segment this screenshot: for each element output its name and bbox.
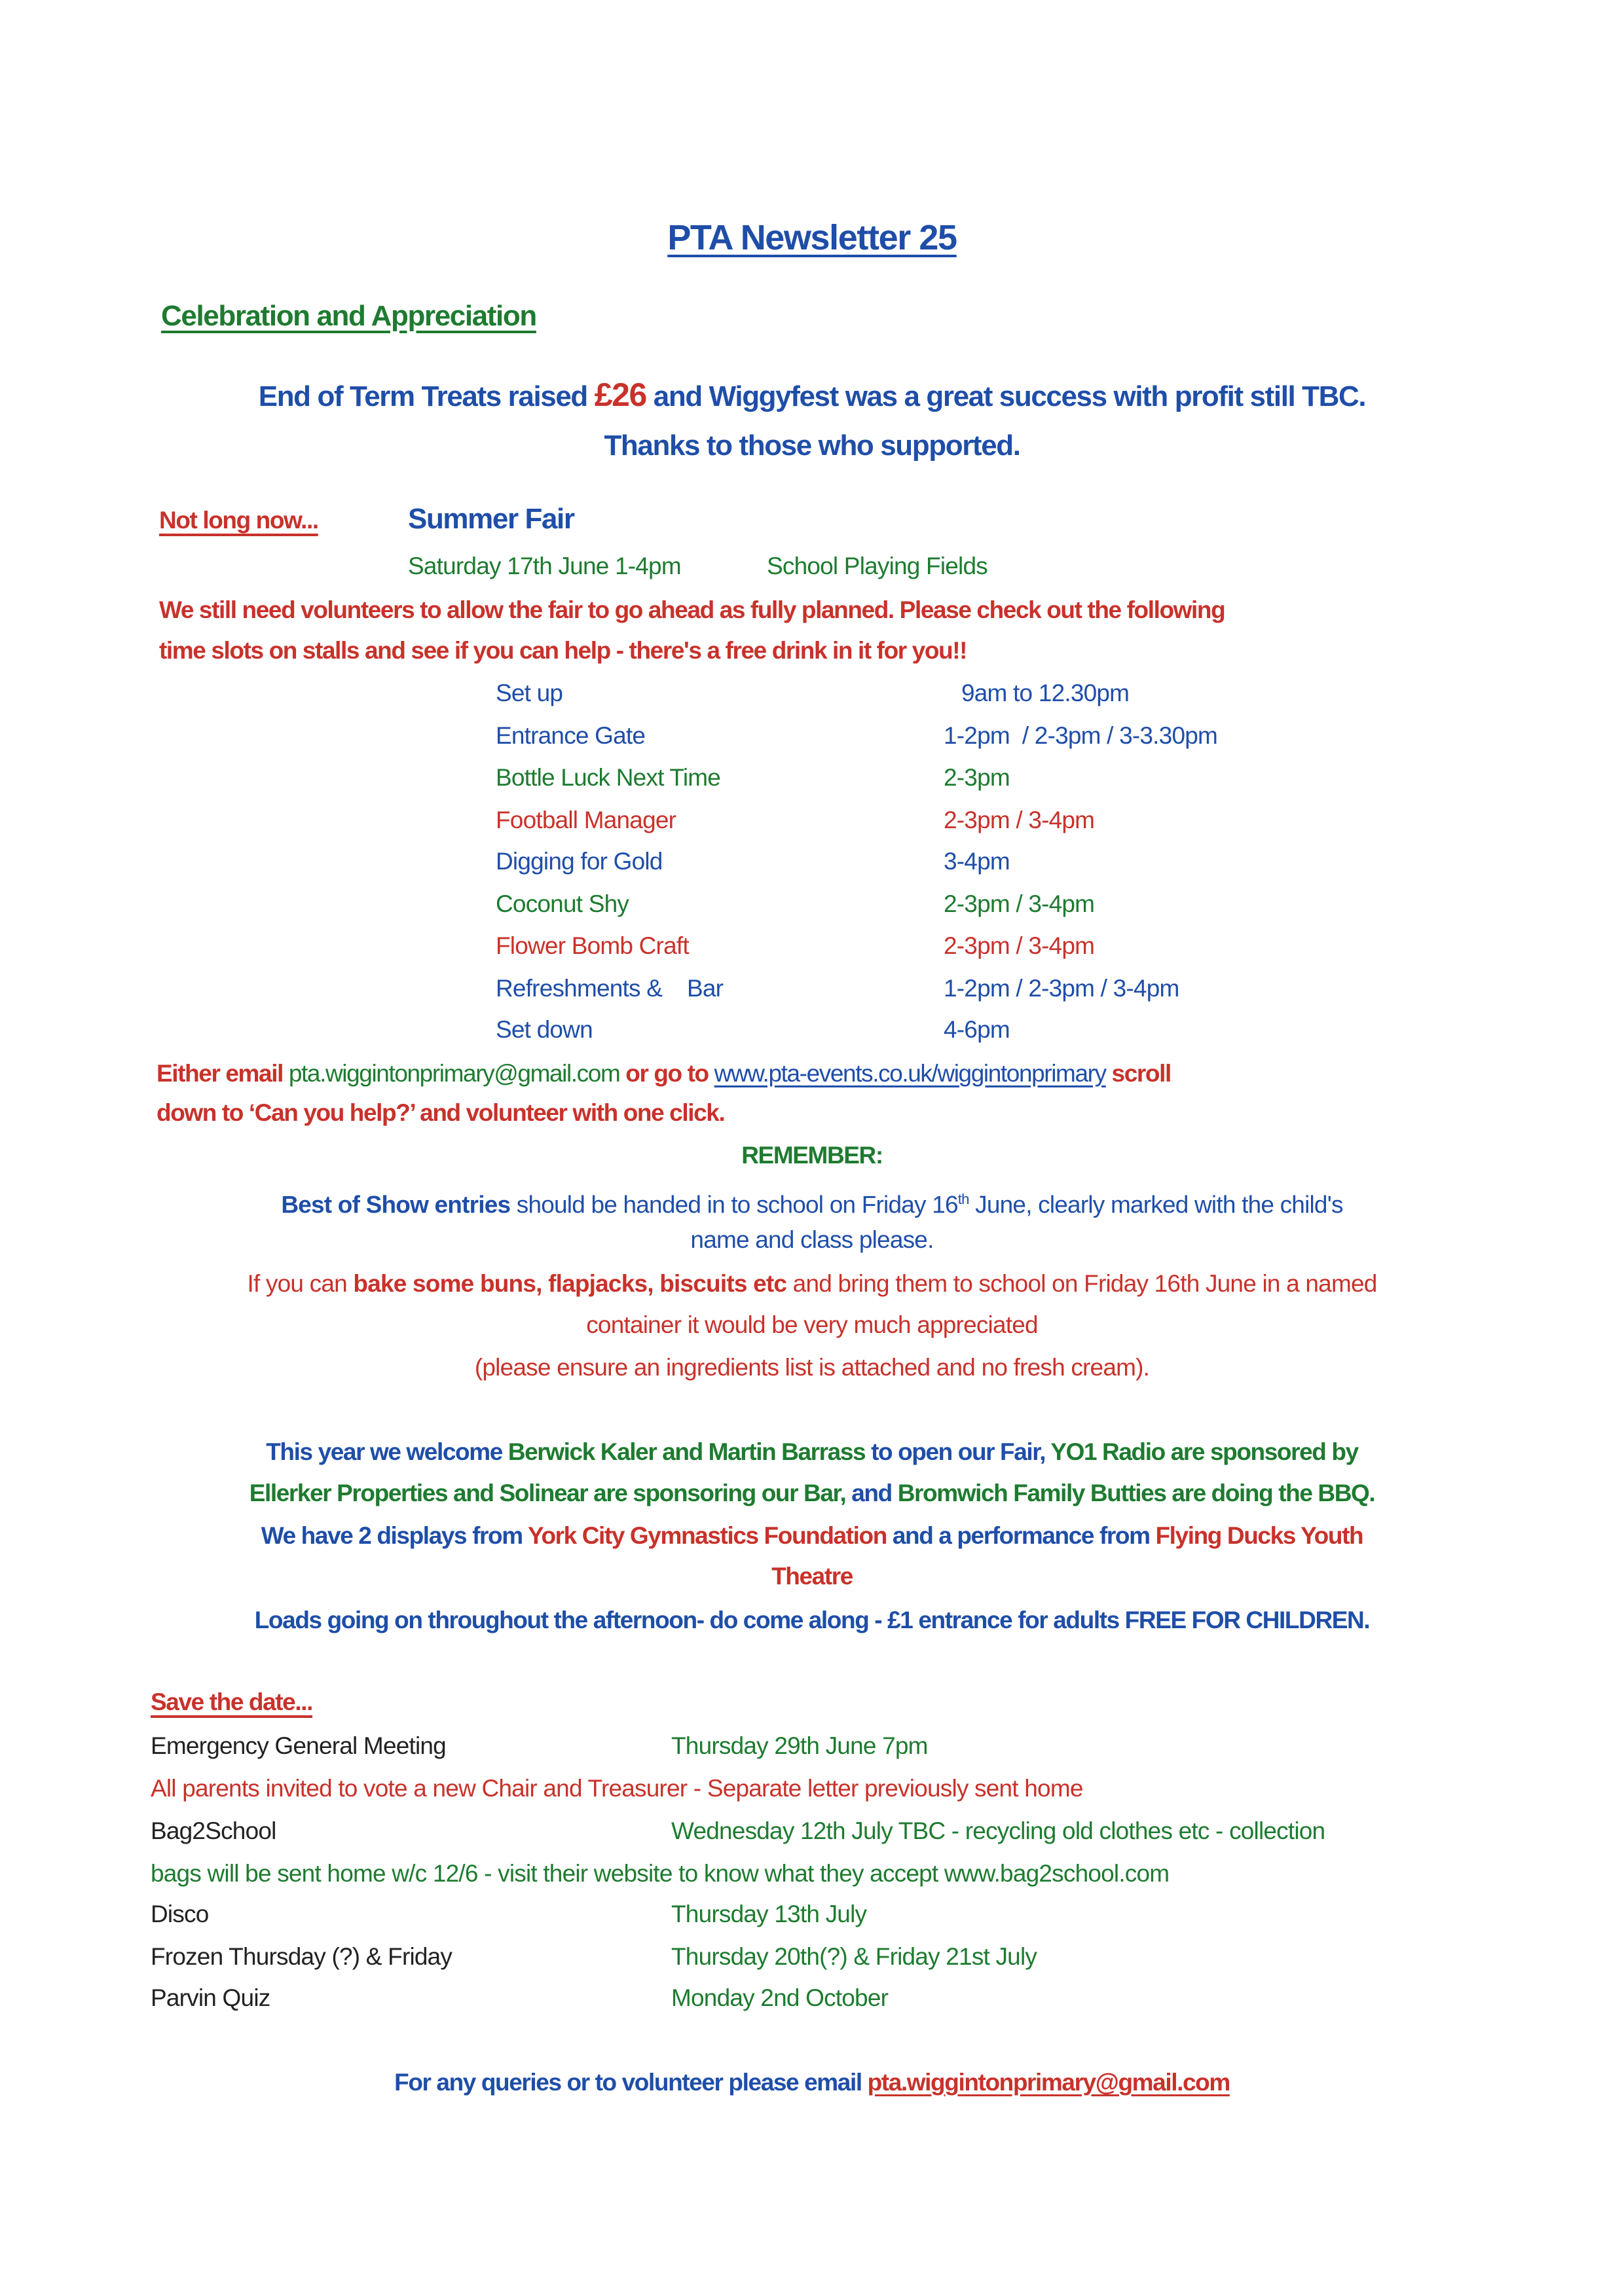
guests-line-4: Theatre — [771, 1563, 853, 1590]
slot-stall: Set up — [496, 680, 563, 706]
footer-line — [0, 2066, 1624, 2099]
best-sup: th — [957, 1191, 969, 1207]
bake-line-1 — [0, 1267, 1624, 1300]
slot-times: 1-2pm / 2-3pm / 3-4pm — [944, 975, 1179, 1002]
summer-fair-heading: Summer Fair — [408, 503, 574, 535]
remember-heading: REMEMBER: — [741, 1142, 883, 1169]
bake-text: If you can — [247, 1270, 354, 1297]
footer-text: For any queries or to volunteer please email — [394, 2069, 868, 2096]
contact-text: or go to — [619, 1060, 714, 1087]
contact-text: Either email — [157, 1060, 289, 1087]
slot-times: 2-3pm / 3-4pm — [944, 807, 1095, 833]
slot-times: 2-3pm — [944, 764, 1010, 791]
slot-times: 9am to 12.30pm — [961, 680, 1130, 706]
slot-stall: Flower Bomb Craft — [496, 932, 689, 959]
theatre-name: Flying Ducks Youth — [1155, 1522, 1363, 1549]
slot-times: 3-4pm — [944, 848, 1010, 875]
celebration-line-1 — [0, 378, 1624, 413]
event-name: Emergency General Meeting — [151, 1732, 446, 1759]
slot-stall: Bottle Luck Next Time — [496, 764, 721, 791]
best-of-show-bold: Best of Show entries — [281, 1191, 511, 1218]
event-date: Thursday 13th July — [671, 1901, 867, 1927]
bake-text: and bring them to school on Friday 16th June in a named — [786, 1270, 1377, 1297]
slot-times: 1-2pm / 2-3pm / 3-3.30pm — [944, 722, 1218, 749]
guests-text: We have 2 displays from — [261, 1522, 528, 1549]
best-text: June, clearly marked with the child's — [969, 1191, 1343, 1218]
contact-text: scroll — [1105, 1060, 1171, 1087]
slot-stall: Coconut Shy — [496, 890, 629, 917]
bake-bold: bake some buns, flapjacks, biscuits etc — [353, 1270, 787, 1297]
contact-line-2: down to ‘Can you help?’ and volunteer with one click. — [157, 1099, 725, 1126]
slot-times: 2-3pm / 3-4pm — [944, 932, 1095, 959]
contact-email-link[interactable]: pta.wiggintonprimary@gmail.com — [288, 1060, 620, 1087]
guests-line-2 — [0, 1477, 1624, 1510]
not-long-now-tag: Not long now... — [159, 507, 318, 534]
guests-text: to open our Fair, — [865, 1438, 1051, 1465]
pta-events-link[interactable]: www.pta-events.co.uk/wiggintonprimary — [714, 1060, 1106, 1087]
slot-stall: Set down — [496, 1016, 593, 1043]
slot-stall: Football Manager — [496, 807, 676, 833]
bake-line-2: container it would be very much appreciated — [586, 1311, 1038, 1338]
slot-stall: Digging for Gold — [496, 848, 663, 875]
slot-times: 4-6pm — [944, 1016, 1010, 1043]
event-date: Monday 2nd October — [671, 1984, 889, 2011]
celebration-text: End of Term Treats raised — [258, 380, 595, 412]
event-date: Thursday 20th(?) & Friday 21st July — [671, 1943, 1037, 1970]
gymnastics-name: York City Gymnastics Foundation — [527, 1522, 887, 1549]
slot-times: 2-3pm / 3-4pm — [944, 890, 1095, 917]
celebration-text: and Wiggyfest was a great success with profit still TBC. — [646, 380, 1366, 412]
guests-text: and — [851, 1480, 898, 1506]
best-text: should be handed in to school on Friday 16 — [510, 1191, 958, 1218]
celebration-heading: Celebration and Appreciation — [161, 300, 536, 332]
guests-line-3 — [0, 1520, 1624, 1552]
best-of-show-line-2: name and class please. — [690, 1226, 934, 1253]
guests-line-5: Loads going on throughout the afternoon- do come along - £1 entrance for adults FREE FOR CHILDREN. — [254, 1607, 1370, 1633]
guests-line-1 — [0, 1436, 1624, 1468]
event-name: Frozen Thursday (?) & Friday — [151, 1943, 452, 1970]
best-of-show-line-1 — [0, 1183, 1624, 1221]
fair-date: Saturday 17th June 1-4pm — [408, 553, 681, 579]
sponsor-text: Ellerker Properties and Solinear are sponsoring our Bar, — [249, 1480, 852, 1506]
event-note: bags will be sent home w/c 12/6 - visit their website to know what they accept www.bag2school.com — [151, 1860, 1170, 1887]
contact-line-1 — [157, 1057, 1171, 1090]
amount-raised: £26 — [594, 376, 646, 413]
save-the-date-heading: Save the date... — [151, 1688, 312, 1715]
event-name: Parvin Quiz — [151, 1984, 270, 2011]
footer-email-link[interactable]: pta.wiggintonprimary@gmail.com — [867, 2069, 1230, 2096]
fair-venue: School Playing Fields — [767, 553, 987, 579]
event-date: Wednesday 12th July TBC - recycling old clothes etc - collection — [671, 1817, 1325, 1844]
bake-line-3: (please ensure an ingredients list is attached and no fresh cream). — [474, 1354, 1150, 1381]
celebration-line-2: Thanks to those who supported. — [604, 429, 1020, 462]
guests-text: This year we welcome — [266, 1438, 508, 1465]
guests-text: and a performance from — [886, 1522, 1156, 1549]
event-date: Thursday 29th June 7pm — [671, 1732, 928, 1759]
event-note: All parents invited to vote a new Chair and Treasurer - Separate letter previously sent home — [151, 1775, 1083, 1802]
event-name: Bag2School — [151, 1817, 276, 1844]
event-name: Disco — [151, 1901, 209, 1927]
page-title: PTA Newsletter 25 — [667, 218, 957, 257]
volunteer-text-line-1: We still need volunteers to allow the fair to go ahead as fully planned. Please check out the following — [159, 596, 1225, 623]
volunteer-text-line-2: time slots on stalls and see if you can help - there's a free drink in it for you!! — [159, 637, 967, 664]
guest-names: Berwick Kaler and Martin Barrass — [507, 1438, 866, 1465]
sponsor-text: YO1 Radio are sponsored by — [1050, 1438, 1358, 1465]
slot-stall: Refreshments & Bar — [496, 975, 724, 1002]
slot-stall: Entrance Gate — [496, 722, 646, 749]
sponsor-text: Bromwich Family Butties are doing the BBQ. — [897, 1480, 1375, 1506]
